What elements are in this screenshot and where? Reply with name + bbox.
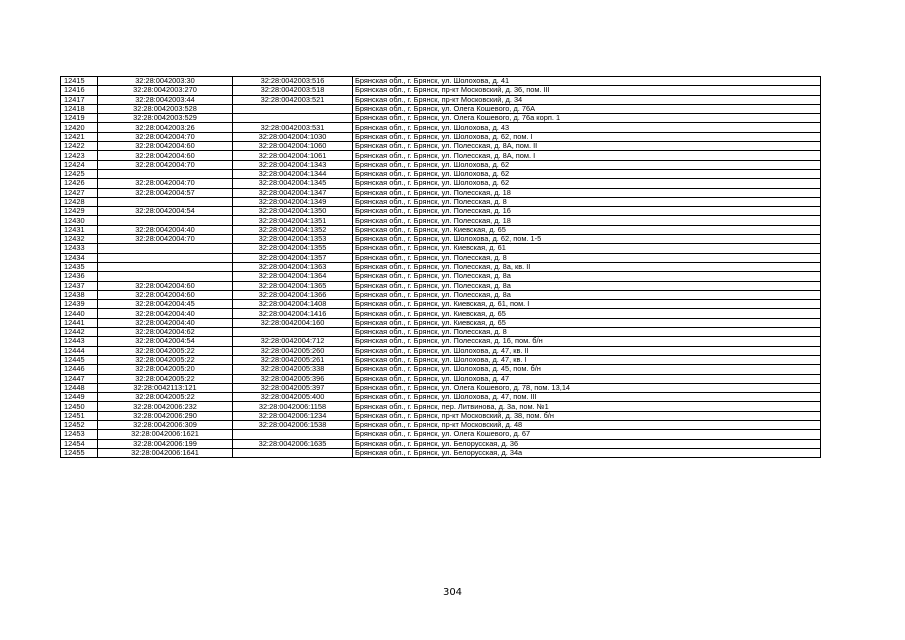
address-cell: Брянская обл., г. Брянск, ул. Киевская, д. 61, пом. I <box>353 300 821 309</box>
object-cadastral-number-cell: 32:28:0042004:1349 <box>233 197 353 206</box>
land-cadastral-number-cell: 32:28:0042004:70 <box>98 132 233 141</box>
row-number-cell: 12453 <box>61 430 98 439</box>
land-cadastral-number-cell: 32:28:0042003:26 <box>98 123 233 132</box>
address-cell: Брянская обл., г. Брянск, ул. Шолохова, д. 62 <box>353 160 821 169</box>
object-cadastral-number-cell <box>233 104 353 113</box>
address-cell: Брянская обл., г. Брянск, ул. Полесская, д. 8а <box>353 281 821 290</box>
row-number-cell: 12427 <box>61 188 98 197</box>
row-number-cell: 12432 <box>61 235 98 244</box>
address-cell: Брянская обл., г. Брянск, ул. Шолохова, д. 43 <box>353 123 821 132</box>
row-number-cell: 12439 <box>61 300 98 309</box>
object-cadastral-number-cell: 32:28:0042004:1345 <box>233 179 353 188</box>
land-cadastral-number-cell: 32:28:0042005:20 <box>98 365 233 374</box>
object-cadastral-number-cell: 32:28:0042004:1347 <box>233 188 353 197</box>
row-number-cell: 12425 <box>61 169 98 178</box>
land-cadastral-number-cell: 32:28:0042113:121 <box>98 383 233 392</box>
table-row <box>61 262 821 271</box>
row-number-cell: 12450 <box>61 402 98 411</box>
land-cadastral-number-cell <box>98 253 233 262</box>
table-row <box>61 225 821 234</box>
address-cell: Брянская обл., г. Брянск, ул. Полесская, д. 16, пом. б/н <box>353 337 821 346</box>
object-cadastral-number-cell: 32:28:0042004:1061 <box>233 151 353 160</box>
address-cell: Брянская обл., г. Брянск, пр-кт Московский, д. 38, пом. б/н <box>353 411 821 420</box>
object-cadastral-number-cell: 32:28:0042004:160 <box>233 318 353 327</box>
row-number-cell: 12416 <box>61 86 98 95</box>
address-cell: Брянская обл., г. Брянск, пер. Литвинова, д. 3а, пом. №1 <box>353 402 821 411</box>
cadastral-table-body <box>61 77 821 458</box>
row-number-cell: 12442 <box>61 328 98 337</box>
table-row <box>61 346 821 355</box>
table-row <box>61 123 821 132</box>
row-number-cell: 12422 <box>61 142 98 151</box>
object-cadastral-number-cell: 32:28:0042004:1344 <box>233 169 353 178</box>
row-number-cell: 12452 <box>61 420 98 429</box>
table-row <box>61 328 821 337</box>
land-cadastral-number-cell <box>98 262 233 271</box>
row-number-cell: 12454 <box>61 439 98 448</box>
row-number-cell: 12451 <box>61 411 98 420</box>
land-cadastral-number-cell <box>98 169 233 178</box>
address-cell: Брянская обл., г. Брянск, ул. Полесская, д. 8 <box>353 197 821 206</box>
address-cell: Брянская обл., г. Брянск, ул. Шолохова, д. 45, пом. б/н <box>353 365 821 374</box>
table-row <box>61 272 821 281</box>
row-number-cell: 12436 <box>61 272 98 281</box>
object-cadastral-number-cell: 32:28:0042004:1351 <box>233 216 353 225</box>
row-number-cell: 12435 <box>61 262 98 271</box>
row-number-cell: 12419 <box>61 114 98 123</box>
row-number-cell: 12428 <box>61 197 98 206</box>
table-row <box>61 383 821 392</box>
row-number-cell: 12440 <box>61 309 98 318</box>
address-cell: Брянская обл., г. Брянск, ул. Полесская, д. 8 <box>353 253 821 262</box>
land-cadastral-number-cell: 32:28:0042005:22 <box>98 355 233 364</box>
address-cell: Брянская обл., г. Брянск, пр-кт Московский, д. 36, пом. III <box>353 86 821 95</box>
object-cadastral-number-cell: 32:28:0042004:1355 <box>233 244 353 253</box>
object-cadastral-number-cell: 32:28:0042004:1352 <box>233 225 353 234</box>
table-row <box>61 142 821 151</box>
address-cell: Брянская обл., г. Брянск, ул. Полесская, д. 16 <box>353 207 821 216</box>
table-row <box>61 402 821 411</box>
table-row <box>61 290 821 299</box>
object-cadastral-number-cell: 32:28:0042004:1364 <box>233 272 353 281</box>
table-row <box>61 151 821 160</box>
row-number-cell: 12417 <box>61 95 98 104</box>
address-cell: Брянская обл., г. Брянск, ул. Полесская, д. 8а <box>353 290 821 299</box>
object-cadastral-number-cell: 32:28:0042005:260 <box>233 346 353 355</box>
cadastral-table <box>60 76 821 458</box>
land-cadastral-number-cell: 32:28:0042006:290 <box>98 411 233 420</box>
table-row <box>61 355 821 364</box>
land-cadastral-number-cell: 32:28:0042004:45 <box>98 300 233 309</box>
row-number-cell: 12426 <box>61 179 98 188</box>
address-cell: Брянская обл., г. Брянск, ул. Киевская, д. 65 <box>353 318 821 327</box>
row-number-cell: 12444 <box>61 346 98 355</box>
row-number-cell: 12415 <box>61 77 98 86</box>
object-cadastral-number-cell: 32:28:0042004:1366 <box>233 290 353 299</box>
table-row <box>61 104 821 113</box>
address-cell: Брянская обл., г. Брянск, ул. Шолохова, д. 62, пом. 1-5 <box>353 235 821 244</box>
land-cadastral-number-cell: 32:28:0042004:40 <box>98 225 233 234</box>
row-number-cell: 12437 <box>61 281 98 290</box>
land-cadastral-number-cell: 32:28:0042003:270 <box>98 86 233 95</box>
object-cadastral-number-cell: 32:28:0042005:400 <box>233 393 353 402</box>
address-cell: Брянская обл., г. Брянск, ул. Полесская, д. 8А, пом. II <box>353 142 821 151</box>
table-row <box>61 235 821 244</box>
address-cell: Брянская обл., г. Брянск, ул. Шолохова, д. 41 <box>353 77 821 86</box>
land-cadastral-number-cell <box>98 244 233 253</box>
address-cell: Брянская обл., г. Брянск, ул. Олега Кошевого, д. 67 <box>353 430 821 439</box>
land-cadastral-number-cell: 32:28:0042004:40 <box>98 318 233 327</box>
table-row <box>61 160 821 169</box>
table-row <box>61 300 821 309</box>
row-number-cell: 12446 <box>61 365 98 374</box>
address-cell: Брянская обл., г. Брянск, ул. Киевская, д. 65 <box>353 225 821 234</box>
row-number-cell: 12424 <box>61 160 98 169</box>
table-row <box>61 448 821 457</box>
land-cadastral-number-cell: 32:28:0042006:1621 <box>98 430 233 439</box>
row-number-cell: 12423 <box>61 151 98 160</box>
land-cadastral-number-cell: 32:28:0042004:60 <box>98 281 233 290</box>
row-number-cell: 12434 <box>61 253 98 262</box>
table-row <box>61 411 821 420</box>
object-cadastral-number-cell <box>233 448 353 457</box>
land-cadastral-number-cell: 32:28:0042004:70 <box>98 235 233 244</box>
address-cell: Брянская обл., г. Брянск, ул. Шолохова, д. 47, кв. I <box>353 355 821 364</box>
object-cadastral-number-cell: 32:28:0042004:1357 <box>233 253 353 262</box>
object-cadastral-number-cell: 32:28:0042004:1408 <box>233 300 353 309</box>
table-row <box>61 188 821 197</box>
land-cadastral-number-cell: 32:28:0042004:70 <box>98 179 233 188</box>
row-number-cell: 12443 <box>61 337 98 346</box>
address-cell: Брянская обл., г. Брянск, ул. Киевская, д. 65 <box>353 309 821 318</box>
land-cadastral-number-cell <box>98 272 233 281</box>
object-cadastral-number-cell: 32:28:0042005:396 <box>233 374 353 383</box>
row-number-cell: 12438 <box>61 290 98 299</box>
object-cadastral-number-cell: 32:28:0042006:1234 <box>233 411 353 420</box>
land-cadastral-number-cell: 32:28:0042003:30 <box>98 77 233 86</box>
address-cell: Брянская обл., г. Брянск, ул. Белорусская, д. 34а <box>353 448 821 457</box>
land-cadastral-number-cell: 32:28:0042004:54 <box>98 337 233 346</box>
address-cell: Брянская обл., г. Брянск, ул. Шолохова, д. 47 <box>353 374 821 383</box>
address-cell: Брянская обл., г. Брянск, ул. Шолохова, д. 47, кв. II <box>353 346 821 355</box>
table-row <box>61 309 821 318</box>
table-row <box>61 179 821 188</box>
object-cadastral-number-cell: 32:28:0042004:1060 <box>233 142 353 151</box>
address-cell: Брянская обл., г. Брянск, ул. Олега Кошевого, д. 76А <box>353 104 821 113</box>
object-cadastral-number-cell <box>233 430 353 439</box>
address-cell: Брянская обл., г. Брянск, ул. Полесская, д. 18 <box>353 188 821 197</box>
table-row <box>61 374 821 383</box>
row-number-cell: 12448 <box>61 383 98 392</box>
object-cadastral-number-cell: 32:28:0042003:531 <box>233 123 353 132</box>
address-cell: Брянская обл., г. Брянск, пр-кт Московский, д. 48 <box>353 420 821 429</box>
table-row <box>61 318 821 327</box>
table-row <box>61 281 821 290</box>
row-number-cell: 12449 <box>61 393 98 402</box>
land-cadastral-number-cell: 32:28:0042003:528 <box>98 104 233 113</box>
land-cadastral-number-cell: 32:28:0042003:529 <box>98 114 233 123</box>
row-number-cell: 12433 <box>61 244 98 253</box>
object-cadastral-number-cell: 32:28:0042005:338 <box>233 365 353 374</box>
object-cadastral-number-cell: 32:28:0042004:1363 <box>233 262 353 271</box>
address-cell: Брянская обл., г. Брянск, ул. Белорусская, д. 36 <box>353 439 821 448</box>
land-cadastral-number-cell: 32:28:0042005:22 <box>98 393 233 402</box>
object-cadastral-number-cell: 32:28:0042005:397 <box>233 383 353 392</box>
object-cadastral-number-cell: 32:28:0042006:1538 <box>233 420 353 429</box>
table-row <box>61 216 821 225</box>
land-cadastral-number-cell <box>98 197 233 206</box>
land-cadastral-number-cell: 32:28:0042004:57 <box>98 188 233 197</box>
object-cadastral-number-cell: 32:28:0042006:1158 <box>233 402 353 411</box>
object-cadastral-number-cell: 32:28:0042004:1343 <box>233 160 353 169</box>
table-row <box>61 114 821 123</box>
table-row <box>61 365 821 374</box>
land-cadastral-number-cell: 32:28:0042004:60 <box>98 290 233 299</box>
object-cadastral-number-cell: 32:28:0042004:1353 <box>233 235 353 244</box>
object-cadastral-number-cell: 32:28:0042004:712 <box>233 337 353 346</box>
address-cell: Брянская обл., г. Брянск, ул. Полесская, д. 8А, пом. I <box>353 151 821 160</box>
address-cell: Брянская обл., г. Брянск, ул. Олега Кошевого, д. 76а корп. 1 <box>353 114 821 123</box>
land-cadastral-number-cell: 32:28:0042004:40 <box>98 309 233 318</box>
land-cadastral-number-cell: 32:28:0042004:54 <box>98 207 233 216</box>
row-number-cell: 12455 <box>61 448 98 457</box>
row-number-cell: 12431 <box>61 225 98 234</box>
object-cadastral-number-cell: 32:28:0042006:1635 <box>233 439 353 448</box>
row-number-cell: 12447 <box>61 374 98 383</box>
address-cell: Брянская обл., г. Брянск, ул. Шолохова, д. 62 <box>353 169 821 178</box>
table-row <box>61 77 821 86</box>
address-cell: Брянская обл., г. Брянск, ул. Полесская, д. 8а, кв. II <box>353 262 821 271</box>
land-cadastral-number-cell: 32:28:0042004:62 <box>98 328 233 337</box>
land-cadastral-number-cell: 32:28:0042005:22 <box>98 346 233 355</box>
address-cell: Брянская обл., г. Брянск, пр-кт Московский, д. 34 <box>353 95 821 104</box>
object-cadastral-number-cell: 32:28:0042004:1365 <box>233 281 353 290</box>
table-row <box>61 253 821 262</box>
land-cadastral-number-cell: 32:28:0042006:199 <box>98 439 233 448</box>
object-cadastral-number-cell: 32:28:0042004:1350 <box>233 207 353 216</box>
object-cadastral-number-cell <box>233 328 353 337</box>
row-number-cell: 12418 <box>61 104 98 113</box>
land-cadastral-number-cell: 32:28:0042006:232 <box>98 402 233 411</box>
row-number-cell: 12429 <box>61 207 98 216</box>
land-cadastral-number-cell <box>98 216 233 225</box>
table-row <box>61 95 821 104</box>
address-cell: Брянская обл., г. Брянск, ул. Полесская, д. 8 <box>353 328 821 337</box>
page-number: 304 <box>442 587 463 598</box>
land-cadastral-number-cell: 32:28:0042006:1641 <box>98 448 233 457</box>
address-cell: Брянская обл., г. Брянск, ул. Олега Кошевого, д. 78, пом. 13,14 <box>353 383 821 392</box>
table-row <box>61 337 821 346</box>
table-row <box>61 207 821 216</box>
row-number-cell: 12420 <box>61 123 98 132</box>
address-cell: Брянская обл., г. Брянск, ул. Полесская, д. 18 <box>353 216 821 225</box>
address-cell: Брянская обл., г. Брянск, ул. Полесская, д. 8а <box>353 272 821 281</box>
table-row <box>61 132 821 141</box>
object-cadastral-number-cell: 32:28:0042004:1030 <box>233 132 353 141</box>
land-cadastral-number-cell: 32:28:0042006:309 <box>98 420 233 429</box>
table-row <box>61 439 821 448</box>
land-cadastral-number-cell: 32:28:0042004:70 <box>98 160 233 169</box>
land-cadastral-number-cell: 32:28:0042005:22 <box>98 374 233 383</box>
land-cadastral-number-cell: 32:28:0042003:44 <box>98 95 233 104</box>
table-row <box>61 169 821 178</box>
row-number-cell: 12441 <box>61 318 98 327</box>
row-number-cell: 12421 <box>61 132 98 141</box>
object-cadastral-number-cell <box>233 114 353 123</box>
address-cell: Брянская обл., г. Брянск, ул. Шолохова, д. 62, пом. I <box>353 132 821 141</box>
row-number-cell: 12445 <box>61 355 98 364</box>
object-cadastral-number-cell: 32:28:0042003:521 <box>233 95 353 104</box>
land-cadastral-number-cell: 32:28:0042004:60 <box>98 151 233 160</box>
table-row <box>61 197 821 206</box>
table-row <box>61 244 821 253</box>
object-cadastral-number-cell: 32:28:0042003:516 <box>233 77 353 86</box>
address-cell: Брянская обл., г. Брянск, ул. Шолохова, д. 62 <box>353 179 821 188</box>
object-cadastral-number-cell: 32:28:0042003:518 <box>233 86 353 95</box>
table-row <box>61 430 821 439</box>
address-cell: Брянская обл., г. Брянск, ул. Шолохова, д. 47, пом. III <box>353 393 821 402</box>
table-row <box>61 420 821 429</box>
object-cadastral-number-cell: 32:28:0042005:261 <box>233 355 353 364</box>
table-row <box>61 393 821 402</box>
object-cadastral-number-cell: 32:28:0042004:1416 <box>233 309 353 318</box>
address-cell: Брянская обл., г. Брянск, ул. Киевская, д. 61 <box>353 244 821 253</box>
table-row <box>61 86 821 95</box>
land-cadastral-number-cell: 32:28:0042004:60 <box>98 142 233 151</box>
row-number-cell: 12430 <box>61 216 98 225</box>
